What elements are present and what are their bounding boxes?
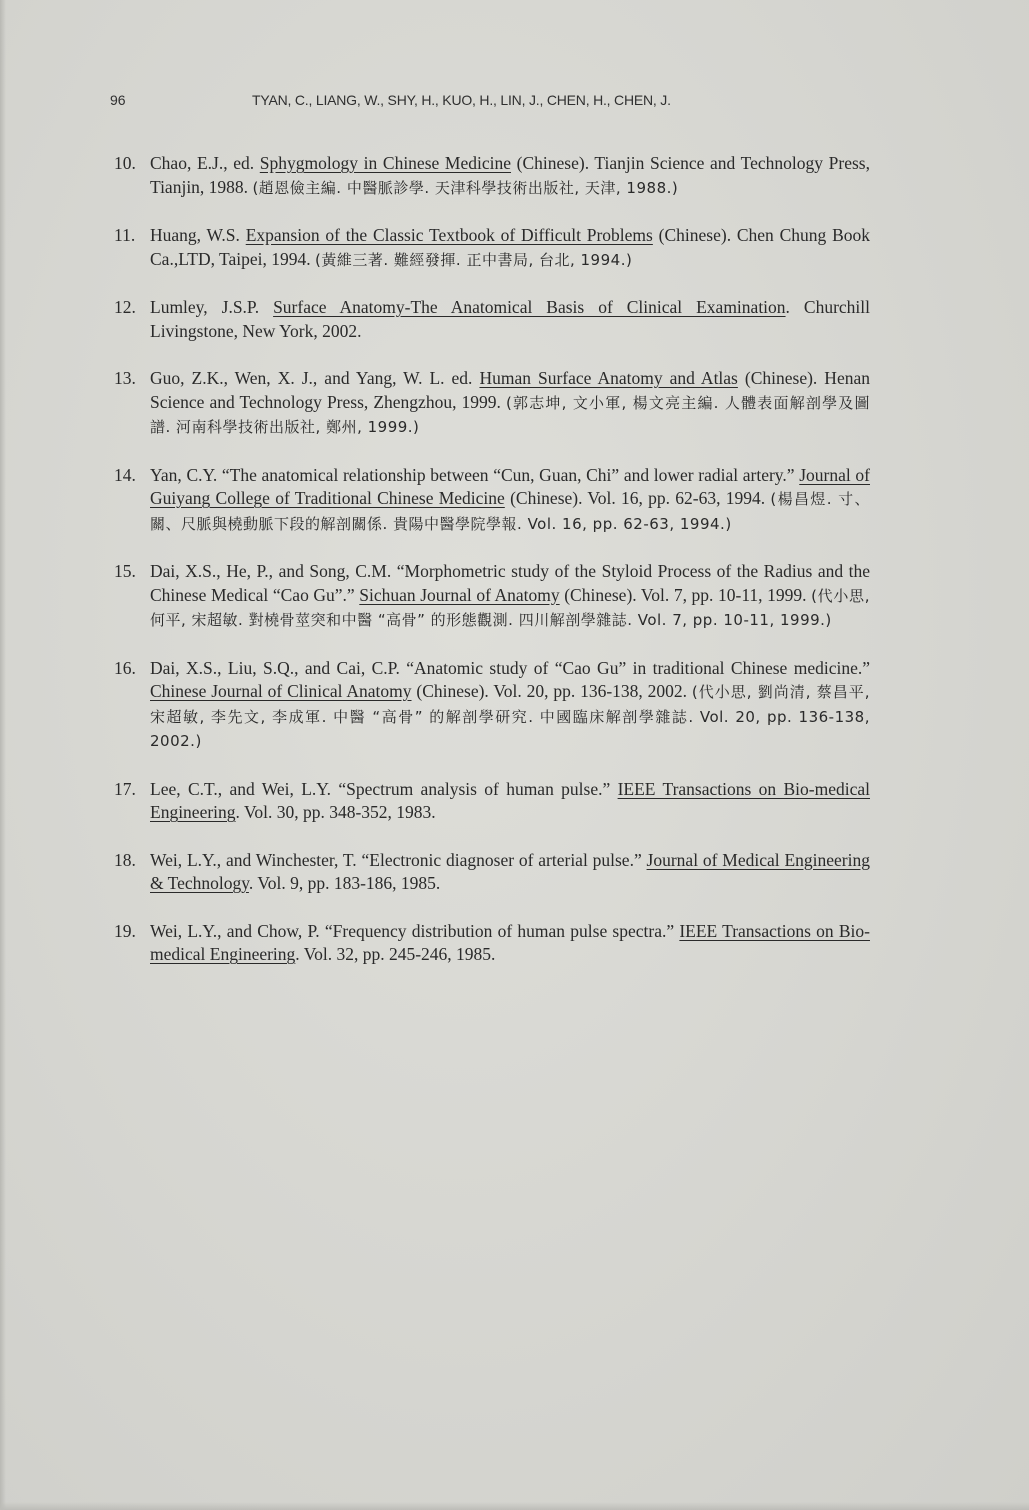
reference-item — [110, 296, 870, 343]
reference-item — [110, 464, 870, 537]
reference-number: 13. — [114, 368, 136, 388]
reference-item — [110, 224, 870, 272]
reference-number: 10. — [114, 153, 136, 173]
reference-title: Expansion of the Classic Textbook of Difficult Problems — [245, 225, 653, 245]
page-number: 96 — [110, 92, 126, 108]
reference-details: (Chinese). Vol. 16, pp. 62-63, 1994. — [504, 488, 771, 508]
reference-chinese-citation: (代小思, 劉尚清, 蔡昌平, 宋超敏, 李先文, 李成軍. 中醫 “高骨” 的解剖學研究. 中國臨床解剖學雜誌. Vol. 20, pp. 136-138, 2002.) — [150, 683, 870, 750]
reference-item — [110, 367, 870, 440]
reference-item — [110, 778, 870, 825]
reference-number: 19. — [114, 920, 136, 941]
reference-authors: Lumley, J.S.P. — [150, 297, 274, 317]
reference-item — [110, 152, 870, 200]
page-scan-edge-left — [0, 0, 6, 1510]
reference-authors: Dai, X.S., He, P., and Song, C.M. “Morphometric study of the Styloid Process of the Radius and the Chinese Medical “Cao Gu”.” — [150, 561, 870, 605]
running-head-authors: TYAN, C., LIANG, W., SHY, H., KUO, H., LIN, J., CHEN, H., CHEN, J. — [252, 92, 671, 108]
reference-title: Chinese Journal of Clinical Anatomy — [150, 681, 412, 701]
reference-details: . Churchill Livingstone, New York, 2002. — [150, 297, 870, 341]
reference-authors: Yan, C.Y. “The anatomical relationship between “Cun, Guan, Chi” and lower radial artery.” — [150, 464, 800, 485]
reference-details: (Chinese). Vol. 20, pp. 136-138, 2002. — [411, 681, 692, 701]
reference-title: Sichuan Journal of Anatomy — [359, 584, 560, 605]
reference-chinese-citation: (楊昌煜. 寸、關、尺脈與橈動脈下段的解剖關係. 貴陽中醫學院學報. Vol. 16, pp. 62-63, 1994.) — [150, 490, 870, 533]
page-scan-edge-bottom — [0, 1502, 1029, 1510]
reference-title: Journal of Medical Engineering & Technology — [150, 849, 870, 893]
reference-title: Human Surface Anatomy and Atlas — [479, 368, 738, 388]
reference-details: (Chinese). Henan Science and Technology Press, Zhengzhou, 1999. — [150, 368, 870, 412]
reference-details: (Chinese). Vol. 7, pp. 10-11, 1999. — [559, 584, 812, 605]
reference-title: Journal of Guiyang College of Traditional Chinese Medicine — [150, 464, 870, 508]
reference-authors: Wei, L.Y., and Winchester, T. “Electronic diagnoser of arterial pulse.” — [150, 849, 647, 870]
reference-number: 18. — [114, 849, 136, 870]
reference-details: . Vol. 30, pp. 348-352, 1983. — [235, 802, 436, 822]
reference-item — [110, 920, 870, 967]
reference-number: 14. — [114, 464, 136, 485]
reference-authors: Guo, Z.K., Wen, X. J., and Yang, W. L. ed. — [150, 368, 480, 388]
reference-authors: Lee, C.T., and Wei, L.Y. “Spectrum analysis of human pulse.” — [150, 778, 618, 799]
reference-authors: Chao, E.J., ed. — [150, 153, 260, 173]
reference-chinese-citation: (黃維三著. 難經發揮. 正中書局, 台北, 1994.) — [315, 250, 633, 269]
page-header — [110, 92, 870, 114]
reference-details: (Chinese). Chen Chung Book Ca.,LTD, Taipei, 1994. — [150, 225, 870, 269]
reference-title: Surface Anatomy-The Anatomical Basis of Clinical Examination — [273, 297, 786, 317]
reference-chinese-citation: (趙恩儉主編. 中醫脈診學. 天津科學技術出版社, 天津, 1988.) — [252, 178, 679, 197]
reference-number: 11. — [114, 225, 136, 245]
reference-title: Sphygmology in Chinese Medicine — [259, 153, 512, 173]
reference-details: . Vol. 9, pp. 183-186, 1985. — [248, 873, 441, 893]
reference-number: 16. — [114, 657, 136, 678]
reference-title: IEEE Transactions on Bio-medical Engineering — [150, 920, 870, 964]
reference-authors: Wei, L.Y., and Chow, P. “Frequency distribution of human pulse spectra.” — [150, 920, 680, 941]
reference-chinese-citation: (郭志坤, 文小軍, 楊文亮主編. 人體表面解剖學及圖譜. 河南科學技術出版社, 鄭州, 1999.) — [150, 393, 870, 436]
reference-item — [110, 657, 870, 754]
reference-number: 17. — [114, 778, 136, 799]
reference-details: (Chinese). Tianjin Science and Technology Press, Tianjin, 1988. — [150, 153, 870, 197]
reference-title: IEEE Transactions on Bio-medical Engineering — [150, 778, 870, 822]
reference-chinese-citation: (代小思, 何平, 宋超敏. 對橈骨莖突和中醫 “高骨” 的形態觀測. 四川解剖學雜誌. Vol. 7, pp. 10-11, 1999.) — [150, 586, 870, 629]
reference-authors: Dai, X.S., Liu, S.Q., and Cai, C.P. “Anatomic study of “Cao Gu” in traditional Chinese medicine.” — [150, 657, 870, 678]
reference-details: . Vol. 32, pp. 245-246, 1985. — [295, 944, 496, 964]
reference-item — [110, 560, 870, 633]
reference-number: 15. — [114, 561, 136, 581]
reference-item — [110, 849, 870, 896]
reference-number: 12. — [114, 297, 136, 317]
reference-authors: Huang, W.S. — [150, 225, 246, 245]
reference-list — [110, 152, 870, 991]
